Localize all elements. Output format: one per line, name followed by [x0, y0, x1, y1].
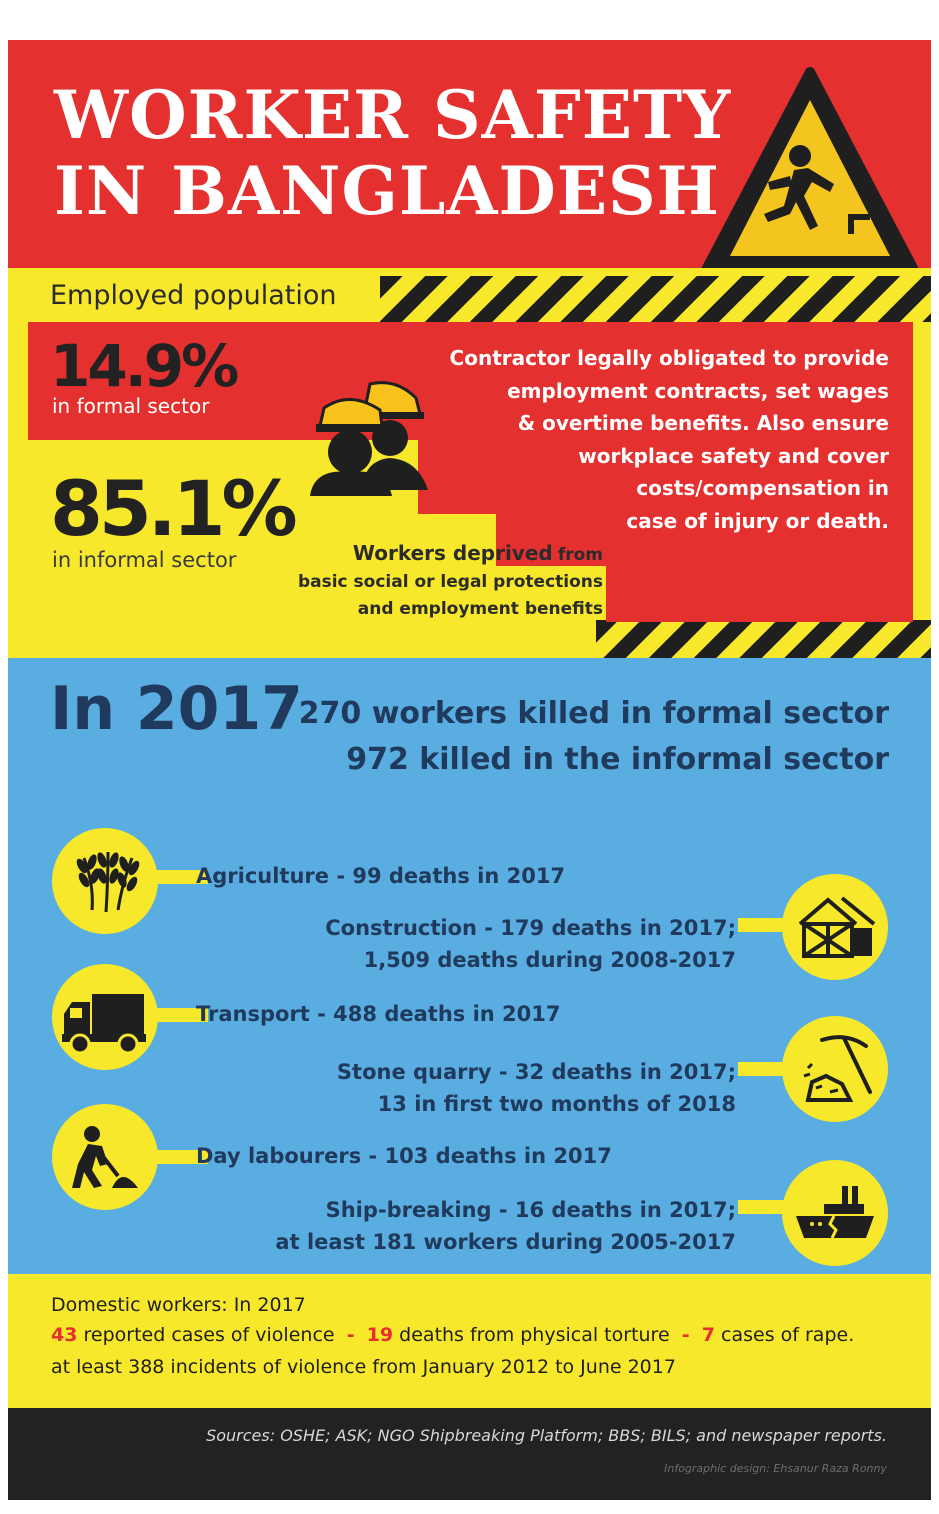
ship-breaking-badge — [782, 1160, 888, 1266]
red-panel-bottom — [606, 558, 913, 622]
title-line-1: WORKER SAFETY — [54, 76, 732, 154]
transport-text: Transport - 488 deaths in 2017 — [196, 1002, 561, 1026]
hazard-stripes-top — [380, 276, 931, 322]
pickaxe-rocks-icon — [782, 1016, 888, 1122]
title-line-2: IN BANGLADESH — [54, 152, 721, 230]
domestic-heading: Domestic workers: In 2017 — [51, 1294, 306, 1316]
broken-ship-icon — [782, 1160, 888, 1266]
infographic — [8, 40, 931, 1500]
contractor-obligation-text: Contractor legally obligated to provide employment contracts, set wages & overtime benefits. Also ensure workplace safety and cover costs/compensation in case of injury or death. — [449, 346, 889, 533]
agriculture-badge — [52, 828, 158, 934]
footer — [8, 1408, 931, 1500]
day-labourers-badge — [52, 1104, 158, 1210]
informal-killed-text: 972 killed in the informal sector — [346, 742, 889, 777]
domestic-stats-line: 43 reported cases of violence - 19 deaths from physical torture - 7 cases of rape. — [51, 1324, 855, 1346]
informal-percentage: 85.1% — [50, 464, 294, 553]
transport-badge — [52, 964, 158, 1070]
employed-heading: Employed population — [50, 280, 337, 311]
shovel-worker-icon — [52, 1104, 158, 1210]
domestic-incidents-line: at least 388 incidents of violence from January 2012 to June 2017 — [51, 1356, 676, 1378]
domestic-workers-section — [8, 1274, 931, 1408]
formal-percentage: 14.9% — [50, 332, 237, 400]
formal-killed-text: 270 workers killed in formal sector — [298, 696, 889, 731]
formal-label: in formal sector — [52, 394, 210, 418]
truck-icon — [52, 964, 158, 1070]
ship-breaking-text: Ship-breaking - 16 deaths in 2017; at least 181 workers during 2005-2017 — [275, 1198, 736, 1254]
agriculture-text: Agriculture - 99 deaths in 2017 — [196, 864, 566, 888]
workers-helmet-icon — [300, 368, 440, 498]
deaths-2017-section — [8, 658, 931, 1274]
warning-sign-icon — [698, 64, 918, 284]
workers-deprived-text: Workers deprived from basic social or legal protections and employment benefits — [297, 541, 603, 619]
day-labourers-text: Day labourers - 103 deaths in 2017 — [196, 1144, 612, 1168]
employed-section — [8, 268, 931, 658]
construction-badge — [782, 874, 888, 980]
design-credit: Infographic design: Ehsanur Raza Ronny — [664, 1462, 887, 1475]
stone-quarry-text: Stone quarry - 32 deaths in 2017; 13 in first two months of 2018 — [336, 1060, 736, 1116]
informal-label: in informal sector — [52, 548, 237, 572]
year-heading: In 2017 — [50, 674, 303, 744]
stone-quarry-badge — [782, 1016, 888, 1122]
wheat-icon — [52, 828, 158, 934]
building-construction-icon — [782, 874, 888, 980]
construction-text: Construction - 179 deaths in 2017; 1,509 deaths during 2008-2017 — [325, 916, 736, 972]
header-banner — [8, 40, 931, 268]
sources-text: Sources: OSHE; ASK; NGO Shipbreaking Platform; BBS; BILS; and newspaper reports. — [206, 1426, 887, 1445]
